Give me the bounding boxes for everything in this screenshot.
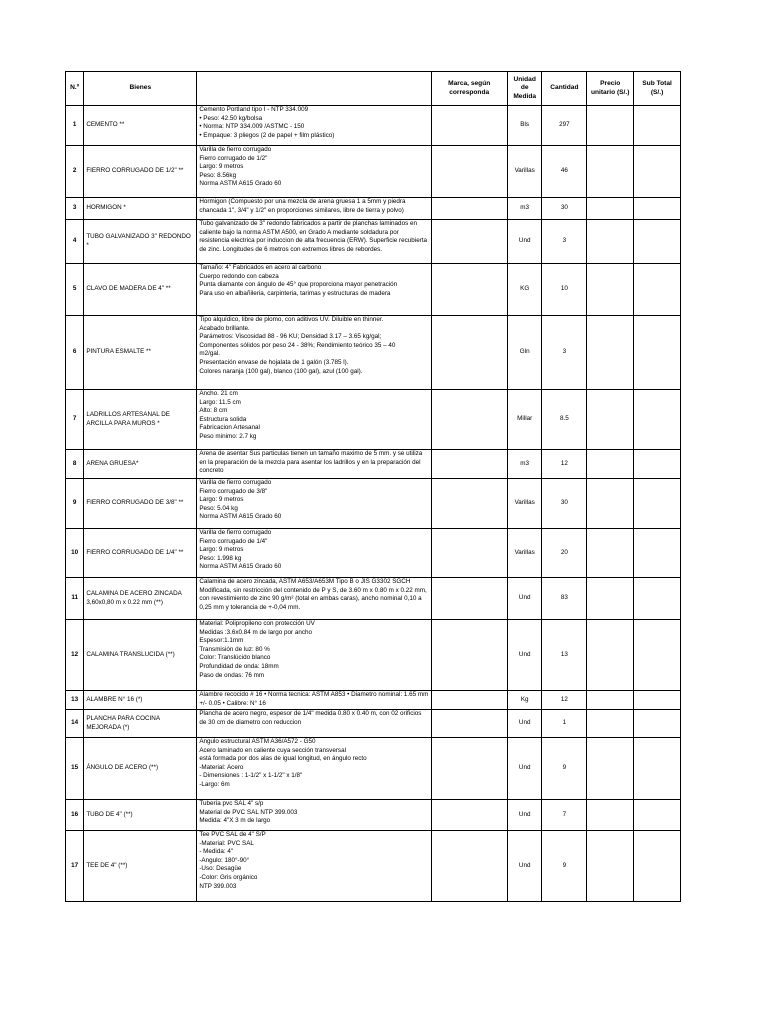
table-row [66, 529, 681, 578]
row-number: 10 [66, 529, 84, 578]
row-quantity: 9 [542, 738, 587, 800]
row-unit: Gln [507, 316, 542, 390]
header-goods: Bienes [84, 72, 197, 106]
row-unit: Bls [507, 106, 542, 146]
header-price: Precio unitario (S/.) [587, 72, 634, 106]
table-body [66, 106, 681, 902]
row-brand [431, 316, 507, 390]
row-subtotal [634, 578, 681, 620]
row-unit: Und [507, 738, 542, 800]
row-description: Ancho. 21 cm Largo: 11.5 cm Alto: 8 cm Estructura solida Fabricacion Artesanal Peso minimo: 2.7 kg [197, 390, 431, 450]
row-brand [431, 450, 507, 479]
table-row [66, 390, 681, 450]
row-description: Tamaño: 4" Fabricados en acero al carbono Cuerpo redondo con cabeza Punta diamante con ángulo de 45° que proporciona mayor penetración Para uso en albañileria, carpinteria, tarimas y estructuras de madera [197, 264, 431, 316]
table-row [66, 620, 681, 691]
row-unit: Und [507, 220, 542, 264]
row-quantity: 3 [542, 220, 587, 264]
row-number: 15 [66, 738, 84, 800]
row-unit: Varillas [507, 529, 542, 578]
row-unit: Kg [507, 691, 542, 710]
header-unit: Unidad de Medida [507, 72, 542, 106]
row-brand [431, 578, 507, 620]
row-subtotal [634, 620, 681, 691]
row-unit-price [587, 578, 634, 620]
row-quantity: 30 [542, 479, 587, 529]
row-quantity: 83 [542, 578, 587, 620]
row-brand [431, 529, 507, 578]
row-brand [431, 738, 507, 800]
row-number: 2 [66, 146, 84, 198]
row-subtotal [634, 529, 681, 578]
row-number: 3 [66, 198, 84, 220]
row-brand [431, 620, 507, 691]
row-number: 8 [66, 450, 84, 479]
row-description: Calamina de acero zincada, ASTM A653/A653M Tipo B o JIS G3302 SGCH Modificada, sin restricción del contenido de P y S, de 3.60 m x 0.80 m x 0.22 mm, con revestimiento de zinc 90 g/m² (total en ambas caras), ancho nominal 0,10 a 0,25 mm y tolerancia de +-0,04 mm. [197, 578, 431, 620]
header-description [197, 72, 431, 106]
row-description: Varilla de fierro corrugado Fierro corrugado de 3/8" Largo: 9 metros Peso: 5.04 kg Norma ASTM A615 Grado 60 [197, 479, 431, 529]
row-description: Material: Polipropileno con protección UV Medidas :3.6x0.84 m de largo por ancho Espesor:1.1mm Transmisión de luz: 80 % Color: Translúcido blanco Profundidad de onda: 18mm Paso de ondas: 76 mm [197, 620, 431, 691]
row-goods-name: ÁNGULO DE ACERO (**) [84, 738, 197, 800]
row-unit: m3 [507, 450, 542, 479]
row-subtotal [634, 316, 681, 390]
row-description: Varilla de fierro corrugado Fierro corrugado de 1/4" Largo: 9 metros Peso: 1.998 kg Norma ASTM A615 Grado 60 [197, 529, 431, 578]
row-subtotal [634, 831, 681, 902]
row-quantity: 20 [542, 529, 587, 578]
row-number: 17 [66, 831, 84, 902]
row-brand [431, 264, 507, 316]
row-unit: Millar [507, 390, 542, 450]
row-unit: m3 [507, 198, 542, 220]
row-number: 14 [66, 710, 84, 738]
row-unit-price [587, 691, 634, 710]
row-goods-name: PLANCHA PARA COCINA MEJORADA (*) [84, 710, 197, 738]
table-row [66, 146, 681, 198]
row-goods-name: CEMENTO ** [84, 106, 197, 146]
goods-table [65, 71, 681, 902]
table-row [66, 220, 681, 264]
row-unit: Varillas [507, 146, 542, 198]
row-goods-name: CALAMINA TRANSLUCIDA (**) [84, 620, 197, 691]
row-subtotal [634, 450, 681, 479]
row-goods-name: FIERRO CORRUGADO DE 1/4" ** [84, 529, 197, 578]
row-unit-price [587, 390, 634, 450]
row-description: Tubería pvc SAL 4" s/p Material de PVC SAL NTP 399.003 Medida: 4"X 3 m de largo [197, 800, 431, 831]
row-subtotal [634, 146, 681, 198]
table-row [66, 264, 681, 316]
row-brand [431, 198, 507, 220]
row-description: Alambre recocido # 16 • Norma tecnica: ASTM A853 • Diametro nominal: 1.65 mm +/- 0.05 • Calibre: N° 16 [197, 691, 431, 710]
row-unit-price [587, 831, 634, 902]
row-brand [431, 479, 507, 529]
row-unit-price [587, 738, 634, 800]
row-quantity: 10 [542, 264, 587, 316]
row-goods-name: ARENA GRUESA* [84, 450, 197, 479]
row-number: 5 [66, 264, 84, 316]
row-unit-price [587, 264, 634, 316]
row-brand [431, 800, 507, 831]
row-brand [431, 220, 507, 264]
header-qty: Cantidad [542, 72, 587, 106]
row-description: Varilla de fierro corrugado Fierro corrugado de 1/2" Largo: 9 metros Peso: 8.56kg Norma ASTM A615 Grado 60 [197, 146, 431, 198]
row-goods-name: PINTURA ESMALTE ** [84, 316, 197, 390]
row-unit-price [587, 620, 634, 691]
row-number: 12 [66, 620, 84, 691]
row-unit: Und [507, 800, 542, 831]
row-number: 13 [66, 691, 84, 710]
header-brand: Marca, según corresponda [431, 72, 507, 106]
row-description: Angulo estructural ASTM A36/A572 - G50 Acero laminado en caliente cuya sección transversal está formada por dos alas de igual longitud, en ángulo recto -Material: Acero - Dimensiones : 1-1/2" x 1-1/2" x 1/8" -Largo: 6m [197, 738, 431, 800]
row-unit-price [587, 800, 634, 831]
row-brand [431, 831, 507, 902]
header-subtotal: Sub Total (S/.) [634, 72, 681, 106]
row-goods-name: HORMIGON * [84, 198, 197, 220]
row-subtotal [634, 198, 681, 220]
row-brand [431, 691, 507, 710]
row-description: Arena de asentar Sus particulas tienen un tamaño maximo de 5 mm. y se utiliza en la preparación de la mezcla para asentar los ladrillos y en la preparación del concreto [197, 450, 431, 479]
row-number: 4 [66, 220, 84, 264]
row-quantity: 7 [542, 800, 587, 831]
row-quantity: 3 [542, 316, 587, 390]
table-row [66, 738, 681, 800]
row-subtotal [634, 220, 681, 264]
row-number: 16 [66, 800, 84, 831]
row-subtotal [634, 264, 681, 316]
row-brand [431, 146, 507, 198]
table-row [66, 479, 681, 529]
row-quantity: 46 [542, 146, 587, 198]
table-row [66, 800, 681, 831]
row-number: 11 [66, 578, 84, 620]
row-quantity: 30 [542, 198, 587, 220]
row-unit-price [587, 479, 634, 529]
row-unit: Und [507, 620, 542, 691]
row-unit: Und [507, 710, 542, 738]
row-unit-price [587, 146, 634, 198]
row-unit-price [587, 198, 634, 220]
row-unit: Und [507, 831, 542, 902]
row-quantity: 12 [542, 450, 587, 479]
row-description: Hormigon (Compuesto por una mezcla de arena gruesa 1 a 5mm y piedra chancada 1", 3/4" y 1/2" en proporciones similares, libre de tierra y polvo) [197, 198, 431, 220]
row-goods-name: TEE DE 4" (**) [84, 831, 197, 902]
table-row [66, 450, 681, 479]
row-unit-price [587, 710, 634, 738]
row-unit-price [587, 450, 634, 479]
row-goods-name: TUBO DE 4" (**) [84, 800, 197, 831]
row-brand [431, 390, 507, 450]
header-num: N.º [66, 72, 84, 106]
row-unit-price [587, 529, 634, 578]
table-row [66, 831, 681, 902]
row-quantity: 297 [542, 106, 587, 146]
row-quantity: 13 [542, 620, 587, 691]
row-brand [431, 710, 507, 738]
row-unit: KG [507, 264, 542, 316]
row-description: Tipo alquídico, libre de plomo, con aditivos UV. Diluible en thinner. Acabado brillante. Parámetros: Viscosidad 88 - 96 KU; Densidad 3.17 – 3.65 kg/gal; Componentes sólidos por peso 24 - 38%; Rendimiento teórico 35 – 40 m2/gal. Presentación envase de hojalata de 1 galón (3.785 l). Colores naranja (100 gal), blanco (100 gal), azul (100 gal). [197, 316, 431, 390]
row-subtotal [634, 738, 681, 800]
row-subtotal [634, 390, 681, 450]
row-unit-price [587, 316, 634, 390]
row-goods-name: LADRILLOS ARTESANAL DE ARCILLA PARA MUROS * [84, 390, 197, 450]
row-goods-name: CLAVO DE MADERA DE 4" ** [84, 264, 197, 316]
table-row [66, 691, 681, 710]
row-subtotal [634, 800, 681, 831]
row-description: Cemento Portland tipo I - NTP 334.009 • Peso: 42.50 kg/bolsa • Norma: NTP 334.009 /ASTMC - 150 • Empaque: 3 pliegos (2 de papel + film plástico) [197, 106, 431, 146]
table-header-row [66, 72, 681, 106]
table-row [66, 710, 681, 738]
row-number: 7 [66, 390, 84, 450]
row-quantity: 8.5 [542, 390, 587, 450]
row-goods-name: TUBO GALVANIZADO 3" REDONDO * [84, 220, 197, 264]
row-subtotal [634, 710, 681, 738]
row-number: 9 [66, 479, 84, 529]
row-number: 6 [66, 316, 84, 390]
row-brand [431, 106, 507, 146]
table-row [66, 578, 681, 620]
row-description: Tubo galvanizado de 3" redondo fabricados a partir de planchas laminados en caliente bajo la norma ASTM A500, en Grado A mediante soldadura por resistencia electrica por induccion de alta frecuencia (ERW). Superficie recubierta de zinc. Longitudes de 6 metros con extremos libres de rebordes. [197, 220, 431, 264]
row-unit: Und [507, 578, 542, 620]
row-subtotal [634, 691, 681, 710]
row-unit-price [587, 220, 634, 264]
row-goods-name: FIERRO CORRUGADO DE 1/2" ** [84, 146, 197, 198]
table-row [66, 106, 681, 146]
row-description: Tee PVC SAL de 4" S/P -Material: PVC SAL - Medida: 4" -Angulo: 180°-90° -Uso: Desagüe -Color: Gris orgánico NTP 399.003 [197, 831, 431, 902]
row-unit: Varillas [507, 479, 542, 529]
row-number: 1 [66, 106, 84, 146]
row-subtotal [634, 479, 681, 529]
row-subtotal [634, 106, 681, 146]
table-row [66, 198, 681, 220]
row-goods-name: FIERRO CORRUGADO DE 3/8" ** [84, 479, 197, 529]
table-row [66, 316, 681, 390]
row-goods-name: ALAMBRE N° 16 (*) [84, 691, 197, 710]
row-quantity: 1 [542, 710, 587, 738]
row-unit-price [587, 106, 634, 146]
row-description: Plancha de acero negro, espesor de 1/4" medida 0.80 x 0.40 m, con 02 orificios de 30 cm de diametro con reduccion [197, 710, 431, 738]
row-quantity: 9 [542, 831, 587, 902]
row-quantity: 12 [542, 691, 587, 710]
row-goods-name: CALAMINA DE ACERO ZINCADA 3,60x0,80 m x 0.22 mm (**) [84, 578, 197, 620]
